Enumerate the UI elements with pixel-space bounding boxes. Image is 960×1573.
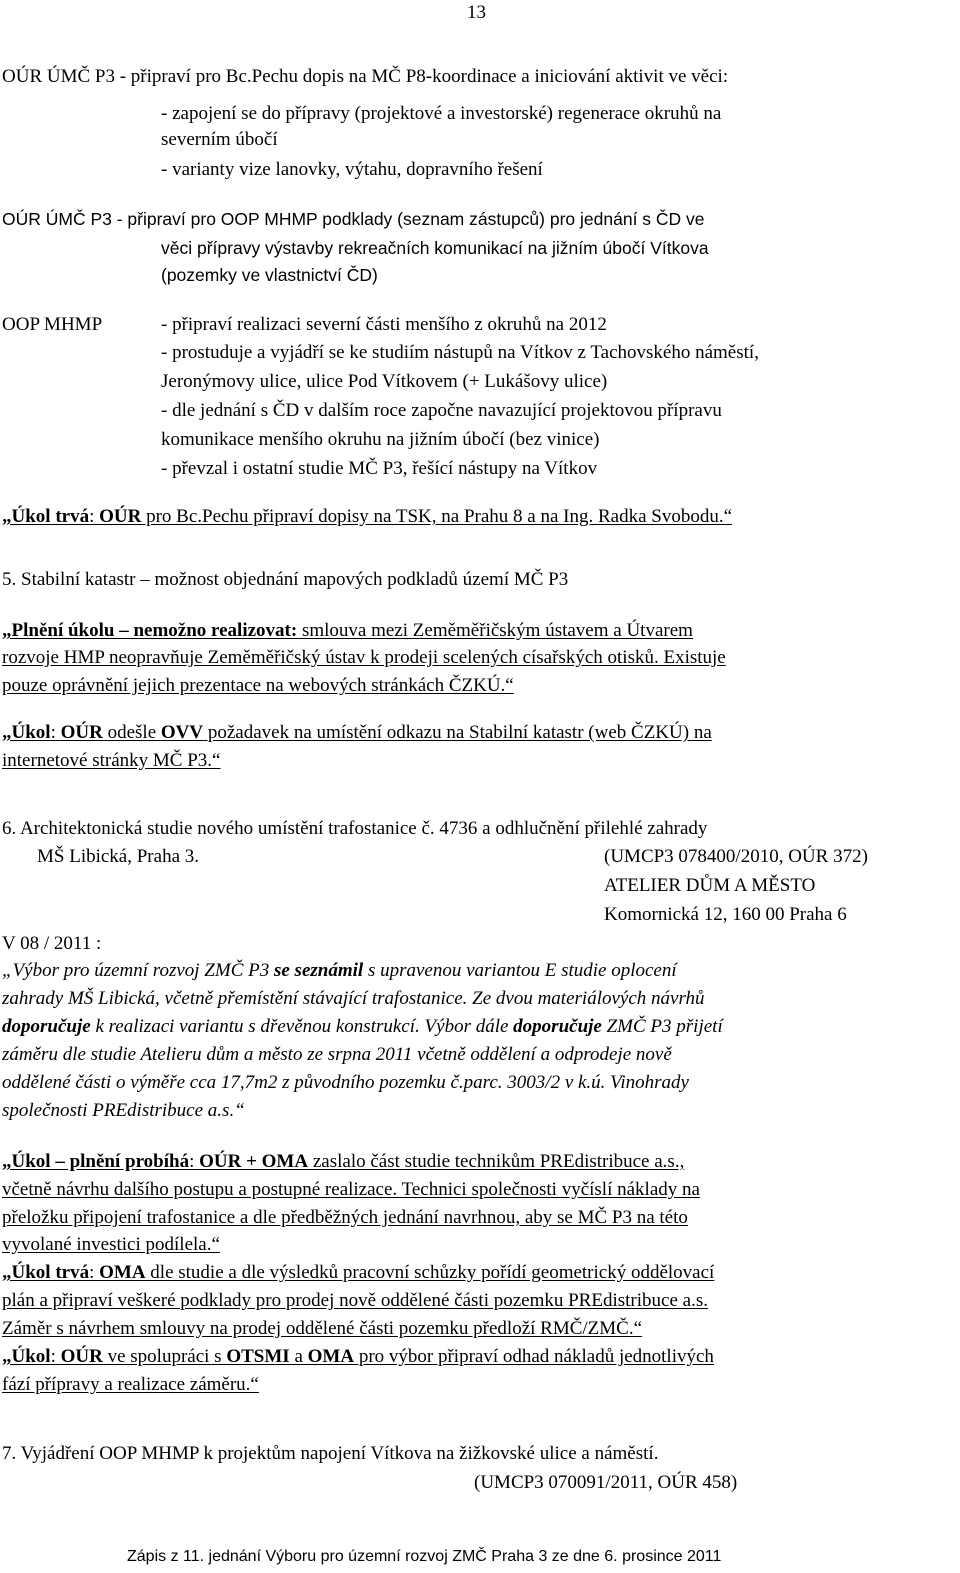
block3-line3: Jeronýmovy ulice, ulice Pod Vítkovem (+ Lukášovy ulice) — [161, 371, 608, 392]
item6-t2-bold: „Úkol trvá — [2, 1262, 90, 1283]
task1-rest: pro Bc.Pechu připraví dopisy na TSK, na Prahu 8 a na Ing. Radka Svobodu.“ — [141, 506, 733, 527]
item6-t3-bold: „Úkol — [2, 1346, 51, 1367]
item6-t3-and: a — [289, 1346, 308, 1367]
item5-p2-bold1: „Úkol — [2, 722, 51, 743]
item6-heading2: MŠ Libická, Praha 3. — [37, 846, 200, 867]
item6-t1-who: OÚR + OMA — [199, 1151, 309, 1172]
item5-p1-line3: pouze oprávnění jejich prezentace na webových stránkách ČZKÚ.“ — [2, 675, 514, 696]
item6-v1-a: „Výbor pro územní rozvoj ZMČ P3 — [2, 960, 274, 981]
task1-who: OÚR — [99, 506, 142, 527]
item5-p1-line1 — [2, 620, 693, 642]
block3-line6: - převzal i ostatní studie MČ P3, řešící nástupy na Vítkov — [161, 458, 598, 479]
item6-t1-colon: : — [189, 1151, 200, 1172]
block3-line2: - prostuduje a vyjádří se ke studiím nástupů na Vítkov z Tachovského náměstí, — [161, 342, 759, 363]
oop-mhmp-label: OOP MHMP — [2, 314, 103, 335]
block3-line4: - dle jednání s ČD v dalším roce započne navazující projektovou přípravu — [161, 400, 722, 421]
item5-p1-line2: rozvoje HMP neopravňuje Zeměměřičský ústav k prodeji scelených císařských otisků. Existuje — [2, 647, 726, 668]
item6-v6: společnosti PREdistribuce a.s.“ — [2, 1100, 245, 1121]
item5-heading: 5. Stabilní katastr – možnost objednání mapových podkladů území MČ P3 — [2, 569, 569, 590]
task1-line — [2, 506, 732, 528]
item6-t2-who: OMA — [99, 1262, 146, 1283]
item6-t1-line3: přeložku připojení trafostanice a dle předběžných jednání navrhnou, aby se MČ P3 na této — [2, 1207, 688, 1228]
item6-v3-d: ZMČ P3 přijetí — [601, 1016, 723, 1037]
item6-t2-rest: dle studie a dle výsledků pracovní schůzky pořídí geometrický oddělovací — [145, 1262, 715, 1283]
item6-v3 — [2, 1016, 723, 1038]
item6-t3-line1 — [2, 1346, 714, 1368]
item6-t1-line2: včetně návrhu dalšího postupu a postupné realizace. Technici společnosti vyčíslí náklady na — [2, 1179, 700, 1200]
item6-t2-line2: plán a připraví veškeré podklady pro prodej nově oddělené části pozemku PREdistribuce a.s. — [2, 1290, 708, 1311]
item6-vote-label: V 08 / 2011 : — [2, 933, 102, 954]
block1-line3: severním úbočí — [161, 129, 278, 150]
item6-v2: zahrady MŠ Libická, včetně přemístění stávající trafostanice. Ze dvou materiálových návrhů — [2, 988, 705, 1009]
item6-v1-c: s upravenou variantou E studie oplocení — [363, 960, 677, 981]
item6-atelier: ATELIER DŮM A MĚSTO — [604, 875, 816, 896]
item5-p1-line1-rest: smlouva mezi Zeměměřičským ústavem a Útvarem — [297, 620, 693, 641]
item6-t1-rest: zaslalo část studie technikům PREdistribuce a.s., — [308, 1151, 685, 1172]
block2-line1: OÚR ÚMČ P3 - připraví pro OOP MHMP podklady (seznam zástupců) pro jednání s ČD ve — [2, 209, 705, 229]
item5-p2-line1-rest: požadavek na umístění odkazu na Stabilní katastr (web ČZKÚ) na — [203, 722, 712, 743]
item6-t1-line4: vyvolané investici podílela.“ — [2, 1234, 220, 1255]
task1-lead: „Úkol trvá — [2, 506, 90, 527]
item6-address: Komornická 12, 160 00 Praha 6 — [604, 904, 847, 925]
item6-t3-line2: fází přípravy a realizace záměru.“ — [2, 1374, 259, 1395]
item6-v1-b: se seznámil — [273, 960, 364, 981]
item6-t2-line1 — [2, 1262, 714, 1284]
item5-p2-line2: internetové stránky MČ P3.“ — [2, 750, 221, 771]
block2-line2: věci přípravy výstavby rekreačních komunikací na jižním úbočí Vítkova — [161, 238, 709, 258]
item6-heading1: 6. Architektonická studie nového umístění trafostanice č. 4736 a odhlučnění přilehlé zahrady — [2, 818, 708, 839]
item6-t3-otsmi: OTSMI — [226, 1346, 290, 1367]
item6-t1-bold: „Úkol – plnění probíhá — [2, 1151, 190, 1172]
block1-line4: - varianty vize lanovky, výtahu, dopravního řešení — [161, 159, 543, 180]
item6-v3-c: doporučuje — [513, 1016, 602, 1037]
item6-t3-who: OÚR — [60, 1346, 103, 1367]
item6-v1 — [2, 960, 677, 982]
item5-p2-mid: odešle — [102, 722, 161, 743]
block1-line2: - zapojení se do přípravy (projektové a investorské) regenerace okruhů na — [161, 103, 722, 124]
item6-v3-b: k realizaci variantu s dřevěnou konstrukcí. Výbor dále — [90, 1016, 514, 1037]
block3-line5: komunikace menšího okruhu na jižním úbočí (bez vinice) — [161, 429, 600, 450]
item5-p1-bold: „Plnění úkolu – nemožno realizovat: — [2, 620, 298, 641]
item6-t3-oma: OMA — [307, 1346, 355, 1367]
block3-line1: - připraví realizaci severní části menšího z okruhů na 2012 — [161, 314, 607, 335]
item6-t3-rest: pro výbor připraví odhad nákladů jednotlivých — [354, 1346, 714, 1367]
item5-p2-bold3: OVV — [160, 722, 204, 743]
item6-v4: záměru dle studie Atelieru dům a město ze srpna 2011 včetně oddělení a odprodeje nově — [2, 1044, 672, 1065]
item6-v5: oddělené části o výměře cca 17,7m2 z původního pozemku č.parc. 3003/2 v k.ú. Vinohrady — [2, 1072, 689, 1093]
item6-v3-a: doporučuje — [2, 1016, 91, 1037]
item7-ref: (UMCP3 070091/2011, OÚR 458) — [474, 1472, 738, 1493]
item6-t2-colon: : — [89, 1262, 100, 1283]
item7-heading: 7. Vyjádření OOP MHMP k projektům napojení Vítkova na žižkovské ulice a náměstí. — [2, 1443, 659, 1464]
item5-p2-colon: : — [50, 722, 61, 743]
item6-ref: (UMCP3 078400/2010, OÚR 372) — [604, 846, 868, 867]
page-number: 13 — [467, 2, 486, 23]
item6-t1-line1 — [2, 1151, 684, 1173]
item6-t3-mid: ve spolupráci s — [102, 1346, 227, 1367]
task1-colon: : — [89, 506, 100, 527]
block2-line3: (pozemky ve vlastnictví ČD) — [161, 265, 378, 285]
block1-line1: OÚR ÚMČ P3 - připraví pro Bc.Pechu dopis na MČ P8-koordinace a iniciování aktivit ve věci: — [2, 66, 729, 87]
item6-t3-colon: : — [50, 1346, 61, 1367]
page-footer: Zápis z 11. jednání Výboru pro územní rozvoj ZMČ Praha 3 ze dne 6. prosince 2011 — [127, 1548, 722, 1565]
item5-p2-line1 — [2, 722, 712, 744]
item6-t2-line3: Záměr s návrhem smlouvy na prodej oddělené části pozemku předloží RMČ/ZMČ.“ — [2, 1318, 643, 1339]
item5-p2-bold2: OÚR — [60, 722, 103, 743]
